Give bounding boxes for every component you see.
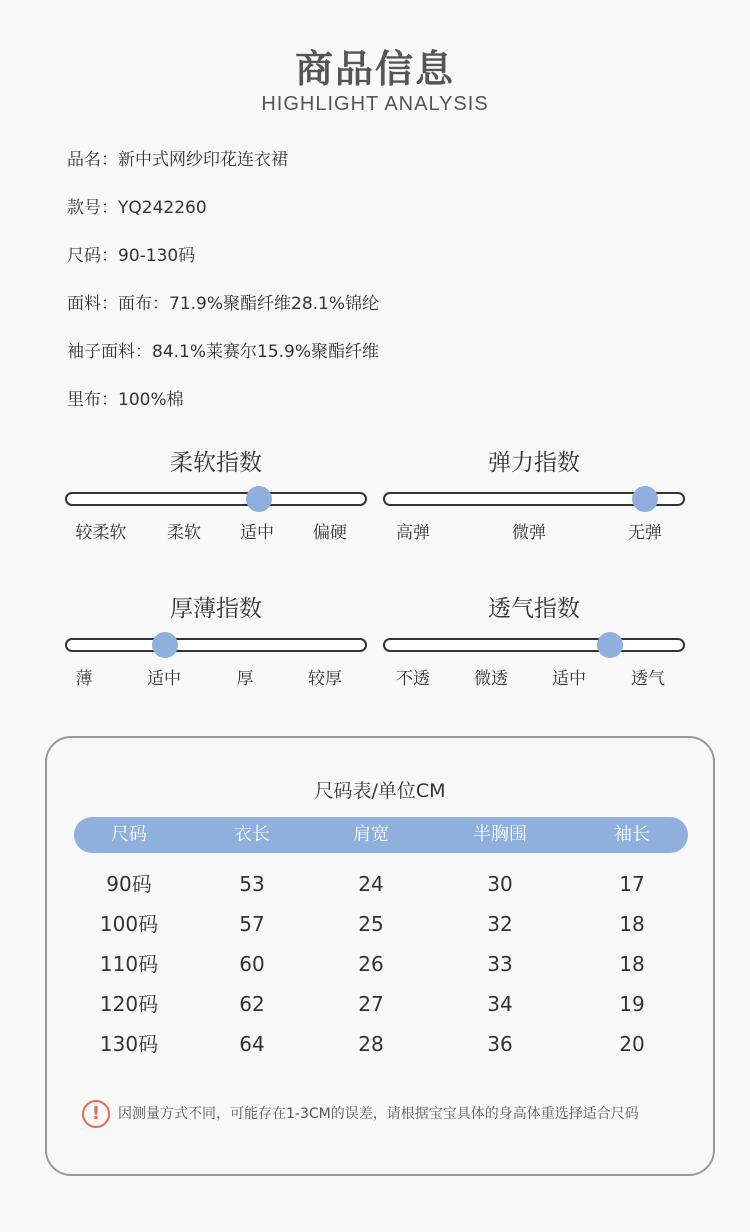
product-info: [67, 147, 379, 435]
table-cell: 25: [358, 912, 384, 936]
info-fabric: 面料：面布：71.9%聚酯纤维28.1%锦纶: [67, 294, 380, 314]
thickness-track: [65, 638, 367, 652]
page-title: 商品信息: [294, 47, 455, 91]
elasticity-knob: [632, 486, 658, 512]
table-cell: 28: [358, 1032, 384, 1056]
table-row: [74, 944, 688, 984]
thickness-label: 适中: [147, 669, 181, 689]
breathability-label: 微透: [474, 669, 508, 689]
info-size-range: 尺码：90-130码: [67, 246, 196, 266]
table-cell: 110码: [99, 952, 159, 976]
size-table-header: [74, 817, 688, 853]
table-row: [74, 904, 688, 944]
exclamation-circle-icon: !: [82, 1100, 110, 1128]
table-cell: 24: [358, 872, 384, 896]
table-cell: 33: [487, 952, 513, 976]
info-name: 品名：新中式网纱印花连衣裙: [67, 150, 288, 170]
table-cell: 36: [487, 1032, 513, 1056]
table-cell: 120码: [99, 992, 159, 1016]
softness-label: 偏硬: [313, 523, 347, 543]
table-cell: 20: [619, 1032, 645, 1056]
thickness-title: 厚薄指数: [170, 596, 262, 622]
breathability-label: 透气: [631, 669, 665, 689]
thickness-label: 厚: [236, 669, 254, 689]
header-cell: 袖长: [614, 824, 650, 845]
table-row: [74, 1024, 688, 1064]
table-cell: 130码: [99, 1032, 159, 1056]
table-cell: 27: [358, 992, 384, 1016]
softness-label: 柔软: [167, 523, 201, 543]
table-cell: 26: [358, 952, 384, 976]
info-style-number: 款号：YQ242260: [67, 198, 207, 218]
softness-title: 柔软指数: [170, 450, 262, 476]
table-cell: 90码: [106, 872, 152, 896]
table-cell: 100码: [99, 912, 159, 936]
softness-index: [65, 446, 367, 543]
thickness-index: [65, 592, 367, 689]
elasticity-label: 微弹: [512, 523, 546, 543]
breathability-track: [383, 638, 685, 652]
softness-label: 适中: [240, 523, 274, 543]
breathability-label: 适中: [552, 669, 586, 689]
elasticity-label: 无弹: [628, 523, 662, 543]
thickness-knob: [152, 632, 178, 658]
size-table-card: [45, 736, 715, 1176]
table-cell: 32: [487, 912, 513, 936]
table-cell: 53: [239, 872, 265, 896]
softness-label: 较柔软: [75, 523, 127, 543]
header-cell: 肩宽: [353, 824, 389, 845]
size-table-title: 尺码表/单位CM: [314, 780, 446, 802]
table-cell: 57: [239, 912, 265, 936]
thickness-label: 较厚: [308, 669, 342, 689]
info-lining: 里布：100%棉: [67, 390, 184, 410]
softness-track: [65, 492, 367, 506]
table-cell: 62: [239, 992, 265, 1016]
info-sleeve-fabric: 袖子面料：84.1%莱赛尔15.9%聚酯纤维: [67, 342, 380, 362]
table-cell: 19: [619, 992, 645, 1016]
header-cell: 半胸围: [473, 824, 527, 845]
elasticity-index: [383, 446, 685, 543]
header-cell: 衣长: [234, 824, 270, 845]
breathability-knob: [597, 632, 623, 658]
breathability-index: [383, 592, 685, 689]
table-cell: 34: [487, 992, 513, 1016]
breathability-title: 透气指数: [488, 596, 580, 622]
table-cell: 18: [619, 912, 645, 936]
elasticity-title: 弹力指数: [488, 450, 580, 476]
table-row: [74, 864, 688, 904]
table-row: [74, 984, 688, 1024]
elasticity-label: 高弹: [396, 523, 430, 543]
table-cell: 17: [619, 872, 645, 896]
softness-knob: [246, 486, 272, 512]
breathability-label: 不透: [396, 669, 430, 689]
thickness-label: 薄: [75, 669, 93, 689]
table-cell: 64: [239, 1032, 265, 1056]
table-cell: 60: [239, 952, 265, 976]
header-cell: 尺码: [111, 824, 147, 845]
page-subtitle: HIGHLIGHT ANALYSIS: [261, 93, 489, 115]
notice-text: 因测量方式不同，可能存在1-3CM的误差，请根据宝宝具体的身高体重选择适合尺码: [118, 1106, 639, 1122]
table-cell: 18: [619, 952, 645, 976]
table-cell: 30: [487, 872, 513, 896]
